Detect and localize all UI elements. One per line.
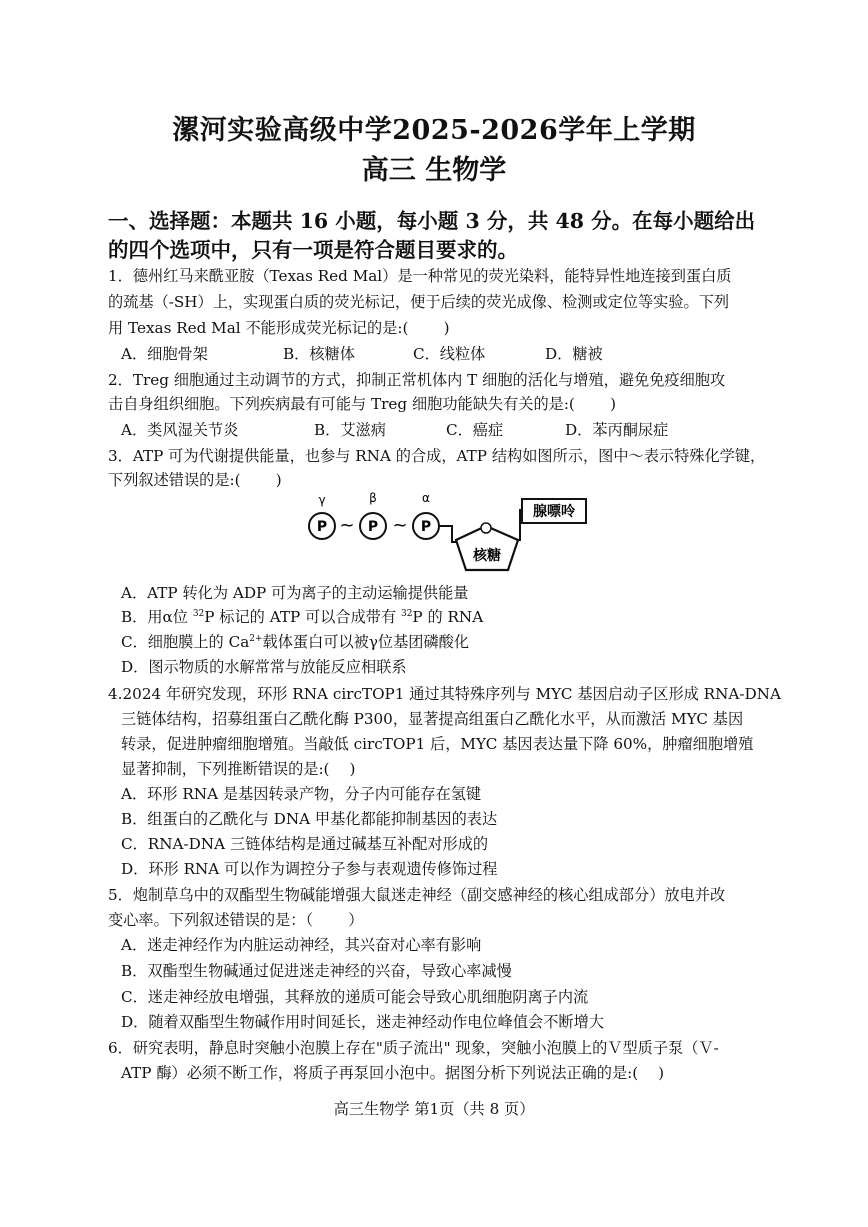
q5-line1: 5．炮制草乌中的双酯型生物碱能增强大鼠迷走神经（副交感神经的核心组成部分）放电并改 [108,886,726,904]
ribose-label: 核糖 [473,548,501,564]
q4-option-d: D．环形 RNA 可以作为调控分子参与表观遗传修饰过程 [121,860,498,878]
high-energy-bond-2: ~ [392,515,408,536]
q3-line1: 3．ATP 可为代谢提供能量，也参与 RNA 的合成，ATP 结构如图所示，图中～表示特殊化学键， [108,447,766,465]
phosphate-beta [360,513,386,539]
q4-line4: 显著抑制，下列推断错误的是:( ) [121,760,356,778]
q4-line3: 转录，促进肿瘤细胞增殖。当敲低 circTOP1 后，MYC 基因表达量下降 60%，肿瘤细胞增殖 [121,735,754,753]
q1-option-a: A．细胞骨架 [121,345,208,363]
q4-line1: 4.2024 年研究发现，环形 RNA circTOP1 通过其特殊序列与 MYC 基因启动子区形成 RNA-DNA [108,685,781,703]
q4-option-b: B．组蛋白的乙酰化与 DNA 甲基化都能抑制基因的表达 [121,810,498,828]
phosphate-alpha [413,513,439,539]
q2-line2: 击自身组织细胞。下列疾病最有可能与 Treg 细胞功能缺失有关的是:( ) [108,395,616,413]
q2-option-c: C．癌症 [446,421,504,439]
q2-option-d: D．苯丙酮尿症 [565,421,669,439]
q3-option-b-mid: P 标记的 ATP 可以合成带有 [204,608,401,626]
q1-option-b: B．核糖体 [283,345,355,363]
phosphate-gamma-label: P [316,519,328,535]
q3-option-a: A．ATP 转化为 ADP 可为离子的主动运输提供能量 [121,584,469,602]
adenine-box [522,499,586,523]
q4-option-a: A．环形 RNA 是基因转录产物，分子内可能存在氢键 [121,785,482,803]
q5-option-d: D．随着双酯型生物碱作用时间延长，迷走神经动作电位峰值会不断增大 [121,1013,604,1031]
high-energy-bond-1: ~ [339,515,355,536]
page-footer: 高三生物学 第1页（共 8 页） [333,1100,535,1118]
section-heading-line1: 一、选择题：本题共 16 小题，每小题 3 分，共 48 分。在每小题给出 [108,209,756,233]
q5-line2: 变心率。下列叙述错误的是：（ ） [108,911,364,929]
ring-oxygen [481,523,491,533]
q3-option-b-isotope2: 32 [400,608,413,619]
q6-line2: ATP 酶）必须不断工作，将质子再泵回小泡中。据图分析下列说法正确的是:( ) [121,1064,665,1082]
exam-subtitle: 高三 生物学 [361,155,507,186]
q3-option-b-pre: B．用α位 [121,608,193,626]
q3-option-c-pre: C．细胞膜上的 Ca [121,633,250,651]
adenine-label: 腺嘌呤 [533,504,575,520]
q1-option-d: D．糖被 [545,345,603,363]
q4-option-c: C．RNA-DNA 三链体结构是通过碱基互补配对形成的 [121,835,489,853]
q1-option-c: C．线粒体 [413,345,486,363]
q2-option-a: A．类风湿关节炎 [121,421,239,439]
phosphate-gamma [309,513,335,539]
q3-option-b [121,606,483,627]
ribose-ring [456,523,518,570]
beta-label: β [369,491,377,505]
q1-line1: 1．德州红马来酰亚胺（Texas Red Mal）是一种常见的荧光染料，能特异性地连接到蛋白质 [108,267,732,285]
phosphate-alpha-label: P [420,519,432,535]
q3-option-b-isotope1: 32 [192,608,205,619]
phosphate-ribose-bond [439,526,456,542]
phosphate-beta-label: P [367,519,379,535]
q3-option-c-charge: 2+ [249,633,263,644]
section-heading-line2: 的四个选项中，只有一项是符合题目要求的。 [108,238,518,262]
alpha-label: α [422,491,430,505]
q5-option-b: B．双酯型生物碱通过促进迷走神经的兴奋，导致心率减慢 [121,962,512,980]
q2-line1: 2．Treg 细胞通过主动调节的方式，抑制正常机体内 T 细胞的活化与增殖，避免免疫细胞攻 [108,371,726,389]
q5-option-c: C．迷走神经放电增强，其释放的递质可能会导致心肌细胞阴离子内流 [121,988,589,1006]
q3-option-c-post: 载体蛋白可以被γ位基团磷酸化 [262,633,470,651]
q4-line2: 三链体结构，招募组蛋白乙酰化酶 P300，显著提高组蛋白乙酰化水平，从而激活 MYC 基因 [121,710,744,728]
q6-line1: 6．研究表明，静息时突触小泡膜上存在"质子流出" 现象，突触小泡膜上的Ｖ型质子泵（Ｖ- [108,1039,719,1057]
q5-option-a: A．迷走神经作为内脏运动神经，其兴奋对心率有影响 [121,936,482,954]
gamma-label: γ [318,493,326,507]
q1-line3: 用 Texas Red Mal 不能形成荧光标记的是:( ) [108,319,450,337]
q1-line2: 的巯基（-SH）上，实现蛋白质的荧光标记，便于后续的荧光成像、检测或定位等实验。下列 [108,293,730,311]
section-heading [108,207,788,265]
exam-title: 漯河实验高级中学2025-2026学年上学期 [172,115,696,146]
q3-line2: 下列叙述错误的是:( ) [108,471,282,489]
atp-structure-figure [300,490,590,574]
q3-option-b-post: P 的 RNA [412,608,484,626]
q3-option-c [121,631,469,652]
q3-option-d: D．图示物质的水解常常与放能反应相联系 [121,658,407,676]
q2-option-b: B．艾滋病 [314,421,386,439]
